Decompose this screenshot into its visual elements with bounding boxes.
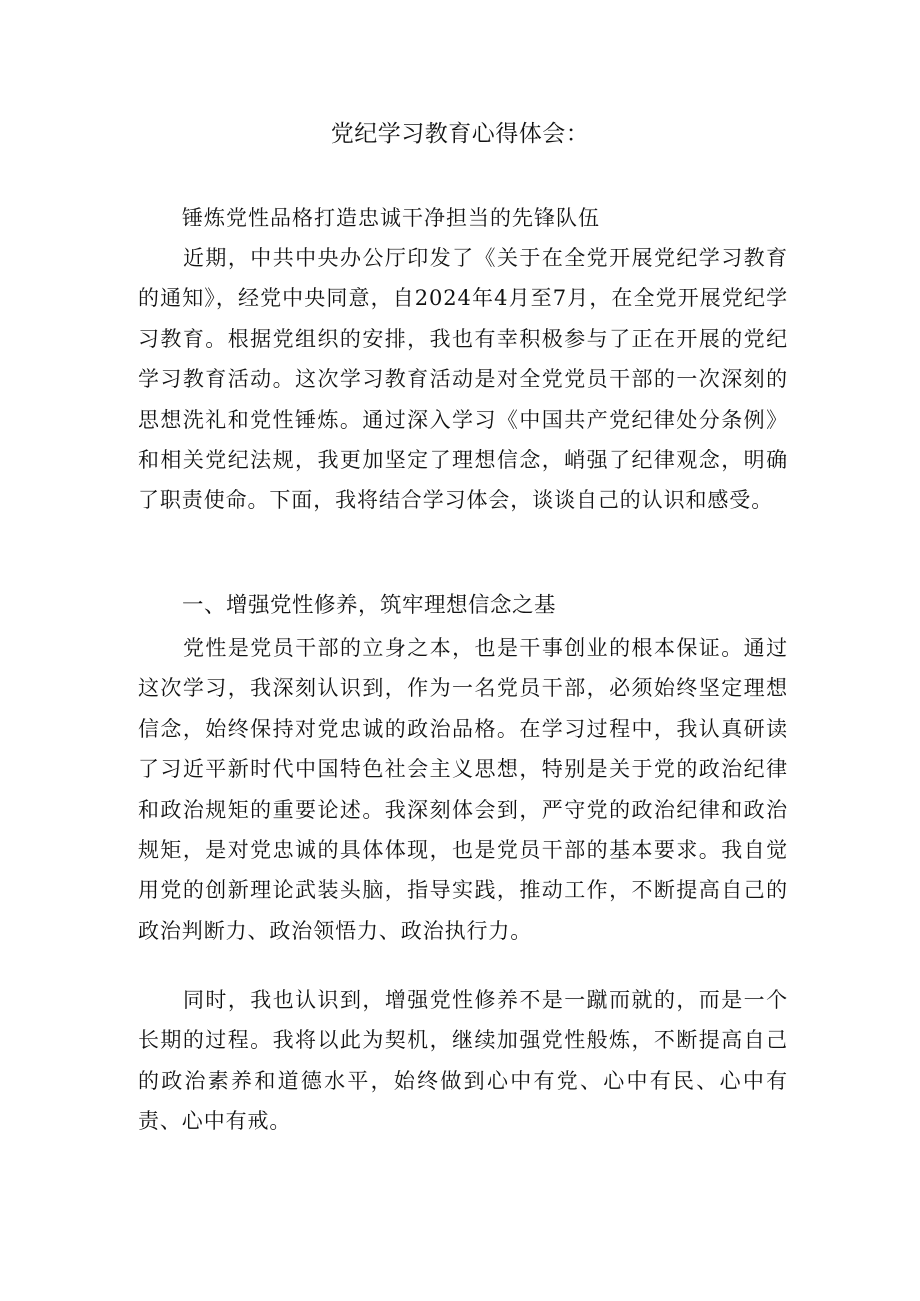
paragraph-long-term: 同时，我也认识到，增强党性修养不是一蹴而就的，而是一个长期的过程。我将以此为契机，继续加强党性般炼，不断提高自己的政治素养和道德水平，始终做到心中有党、心中有民、心中有责、心中有戒。 (138, 988, 788, 1134)
section-heading-1: 一、增强党性修养，筑牢理想信念之基 (182, 593, 557, 618)
document-title: 党纪学习教育心得体会： (330, 121, 590, 147)
paragraph-party-spirit: 党性是党员干部的立身之本，也是干事创业的根本保证。通过这次学习，我深刻认识到，作为一名党员干部，必须始终坚定理想信念，始终保持对党忠诚的政治品格。在学习过程中，我认真研读了习近平新时代中国特色社会主义思想，特别是关于党的政治纪律和政治规矩的重要论述。我深刻体会到，严守党的政治纪律和政治规矩，是对党忠诚的具体体现，也是党员干部的基本要求。我自觉用党的创新理论武装头脑，指导实践，推动工作，不断提高自己的政治判断力、政治领悟力、政治执行力。 (138, 636, 788, 943)
document-subtitle: 锤炼党性品格打造忠诚干净担当的先锋队伍 (182, 206, 600, 230)
paragraph-intro: 近期，中共中央办公厅印发了《关于在全党开展党纪学习教育的通知》，经党中央同意，自2024年4月至7月，在全党开展党纪学习教育。根据党组织的安排，我也有幸积极参与了正在开展的党纪学习教育活动。这次学习教育活动是对全党党员干部的一次深刻的思想洗礼和党性锤炼。通过深入学习《中国共产党纪律处分条例》和相关党纪法规，我更加坚定了理想信念，峭强了纪律观念，明确了职责使命。下面，我将结合学习体会，谈谈自己的认识和感受。 (138, 246, 788, 513)
